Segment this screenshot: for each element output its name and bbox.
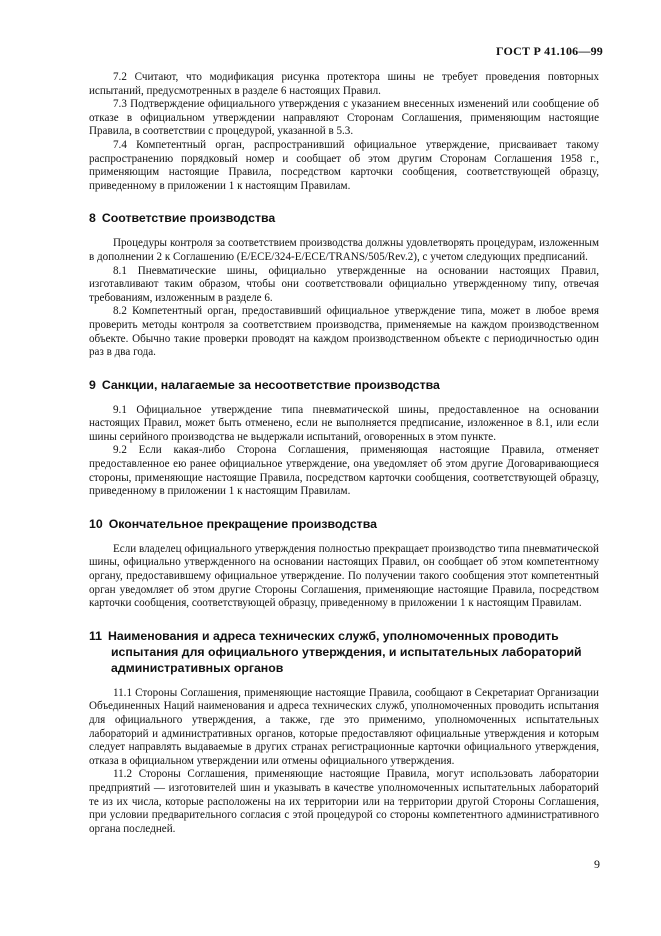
paragraph-11-2: 11.2 Стороны Соглашения, применяющие настоящие Правила, могут использовать лаборатории предприятий — изготовителей шин и указывать в качестве уполномоченных испытательных лабораторий те из их числа, которые расположены на их территории или на территории другой Стороны Соглашения, при условии предварительного согласия с этой процедурой со стороны компетентного административного органа последней. [89,768,599,835]
section-9-title: Санкции, налагаемые за несоответствие производства [101,377,440,392]
section-11-heading [89,628,599,676]
section-10-heading [89,516,599,532]
paragraph-7-4: 7.4 Компетентный орган, распространивший официальное утверждение, присваивает такому распространению порядковый номер и сообщает об этом другим Сторонам Соглашения 1958 г., применяющим настоящие Правила, посредством карточки сообщения, соответствующей образцу, приведенному в приложении 1 к настоящим Правилам. [89,138,599,192]
paragraph-11-1: 11.1 Стороны Соглашения, применяющие настоящие Правила, сообщают в Секретариат Организации Объединенных Наций наименования и адреса технических служб, уполномоченных проводить испытания для официального утверждения, а также, где это применимо, уполномоченных испытательных лабораторий и административных органов, которые предоставляют официальные утверждения и которым следует направлять выдаваемые в других странах регистрационные карточки официального утверждения, отказа в официальном утверждении или отмены официального утверждения. [89,686,599,767]
paragraph-9-2: 9.2 Если какая-либо Сторона Соглашения, применяющая настоящие Правила, отменяет предоставленное ею ранее официальное утверждение, она уведомляет об этом другие Договаривающиеся стороны, применяющие настоящие Правила, посредством карточки сообщения, соответствующей образцу, приведенному в приложении 1 к настоящим Правилам. [89,444,599,498]
section-8-title: Соответствие производства [101,211,276,226]
document-code-header: ГОСТ Р 41.106—99 [495,44,603,58]
paragraph-8-2: 8.2 Компетентный орган, предоставивший официальное утверждение типа, может в любое время проверить методы контроля за соответствием производства, применяемые на каждом производственном объекте. Обычно такие проверки проводят на каждом производственном объекте с периодичностью один раз в два года. [89,305,599,359]
paragraph-8-1: 8.1 Пневматические шины, официально утвержденные на основании настоящих Правил, изготавливают таким образом, чтобы они соответствовали официально утвержденному типу, отвечая требованиям, изложенным в разделе 6. [89,264,599,304]
section-8-number: 8 [89,211,96,226]
section-10-number: 10 [89,516,103,531]
paragraph-10-body: Если владелец официального утверждения полностью прекращает производство типа пневматической шины, официально утвержденного на основании настоящих Правил, он сообщает об этом компетентному органу, предоставившему официальное утверждение. По получении такого сообщения этот компетентный орган уведомляет об этом другие Стороны Соглашения, применяющие настоящие Правила, посредством карточки сообщения, соответствующей образцу, приведенному в приложении 1 к настоящим Правилам. [89,542,599,610]
paragraph-7-2: 7.2 Считают, что модификация рисунка протектора шины не требует проведения повторных испытаний, предусмотренных в разделе 6 настоящих Правил. [89,71,599,97]
page-content [89,71,599,836]
paragraph-9-1: 9.1 Официальное утверждение типа пневматической шины, предоставленное на основании настоящих Правил, может быть отменено, если не выполняется предписание, изложенное в 8.1, или если шины серийного производства не выдержали испытаний, оговоренных в этом пункте. [89,403,599,443]
section-11-number: 11 [89,628,102,643]
section-9-heading [89,377,599,393]
paragraph-7-3: 7.3 Подтверждение официального утверждения с указанием внесенных изменений или сообщение об отказе в официальном утверждении направляют Сторонам Соглашения, применяющим настоящие Правила, в соответствии с процедурой, указанной в 5.3. [89,98,599,138]
page-number: 9 [594,857,600,871]
section-11-heading-text [89,628,599,676]
section-8-heading [89,210,599,226]
section-9-number: 9 [89,377,96,392]
section-11-title: Наименования и адреса технических служб, уполномоченных проводить испытания для официального утверждения, и испытательных лабораторий административных органов [108,628,582,675]
section-10-title: Окончательное прекращение производства [108,516,377,531]
paragraph-8-intro: Процедуры контроля за соответствием производства должны удовлетворять процедурам, изложенным в дополнении 2 к Соглашению (E/ECE/324-E/ECE/TRANS/505/Rev.2), с учетом следующих предписаний. [89,237,599,263]
